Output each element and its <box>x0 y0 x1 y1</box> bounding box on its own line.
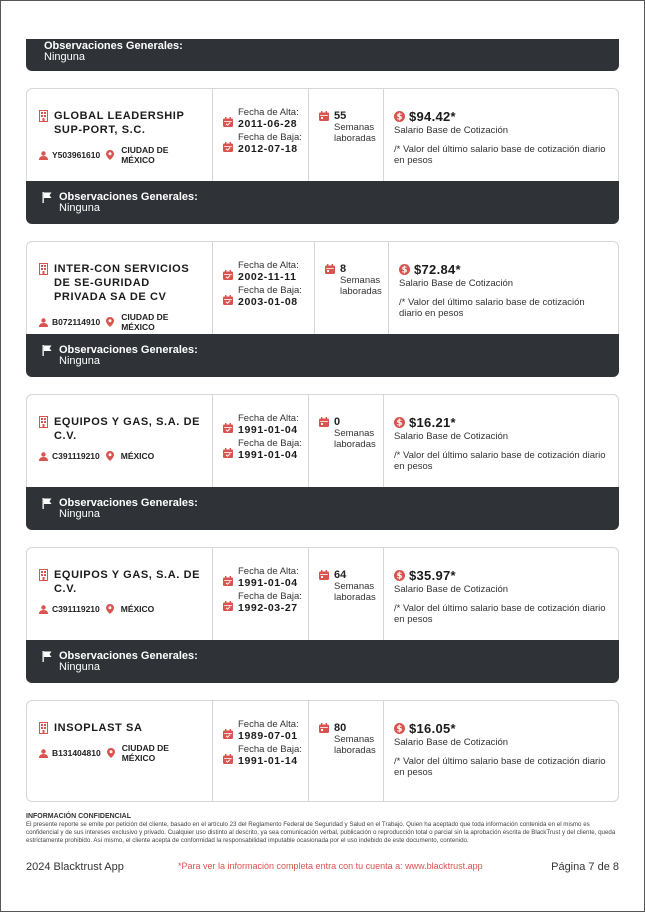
building-icon <box>39 722 48 734</box>
end-date-label: Fecha de Baja: <box>238 132 302 143</box>
start-date-value: 2002-11-11 <box>238 271 297 283</box>
end-date-label: Fecha de Baja: <box>238 438 302 449</box>
end-date-row <box>223 285 314 308</box>
start-date-label: Fecha de Alta: <box>238 719 299 730</box>
weeks-column <box>309 395 384 487</box>
salary-label: Salario Base de Cotización <box>394 125 509 136</box>
salary-column <box>389 242 618 334</box>
employment-record <box>26 547 619 683</box>
worked-label: laboradas <box>334 133 376 144</box>
user-icon <box>39 151 48 160</box>
company-name: INTER-CON SERVICIOS DE SE-GURIDAD PRIVADA SA DE CV <box>54 263 190 303</box>
calendar-check-icon <box>223 754 233 764</box>
location-pin-icon <box>106 150 114 160</box>
salary-label: Salario Base de Cotización <box>394 431 509 442</box>
location-wrapper <box>106 312 202 332</box>
location-pin-icon <box>107 748 115 758</box>
weeks-count: 64 <box>334 569 347 581</box>
company-heading <box>39 568 202 596</box>
dollar-icon <box>394 417 405 428</box>
location-wrapper <box>107 743 202 763</box>
dates-column <box>213 242 315 334</box>
weeks-label: Semanas <box>340 275 381 286</box>
svg-text:$: $ <box>396 724 403 734</box>
salary-note: /* Valor del último salario base de cotización diario en pesos <box>394 144 606 166</box>
weeks-count: 0 <box>334 416 341 428</box>
building-icon <box>39 416 48 428</box>
worked-label: laboradas <box>334 439 376 450</box>
weeks-block <box>319 110 383 144</box>
observations-band <box>26 640 619 683</box>
salary-amount: $35.97* <box>409 568 456 583</box>
building-icon <box>39 263 48 275</box>
dollar-icon <box>399 264 410 275</box>
salary-note: /* Valor del último salario base de cotización diario en pesos <box>394 450 606 472</box>
flag-icon <box>42 345 52 377</box>
end-date-value: 2012-07-18 <box>238 143 298 155</box>
company-meta <box>39 451 202 461</box>
start-date-row <box>223 719 308 742</box>
employer-registry: Y503961610 <box>52 150 101 160</box>
location: CIUDAD DE MÉXICO <box>121 743 169 763</box>
employer-registry: C391119210 <box>52 451 100 461</box>
observations-title: Observaciones Generales: <box>59 344 198 356</box>
observations-band <box>26 334 619 377</box>
building-icon <box>39 569 48 581</box>
weeks-block <box>319 722 383 756</box>
employer-registry: C391119210 <box>52 604 100 614</box>
worked-label: laboradas <box>340 286 382 297</box>
location: CIUDAD DE MÉXICO <box>121 312 169 332</box>
end-date-row <box>223 438 308 461</box>
company-column <box>27 89 213 181</box>
location: CIUDAD DE MÉXICO <box>121 145 169 165</box>
start-date-row <box>223 413 308 436</box>
location-pin-icon <box>106 451 114 461</box>
weeks-label: Semanas <box>334 122 375 133</box>
calendar-check-icon <box>223 423 233 433</box>
company-column <box>27 395 213 487</box>
observations-band <box>26 487 619 530</box>
end-date-value: 1991-01-04 <box>238 449 298 461</box>
start-date-label: Fecha de Alta: <box>238 260 299 271</box>
record-card <box>26 700 619 802</box>
company-heading <box>39 721 202 735</box>
company-meta <box>39 743 202 763</box>
weeks-label: Semanas <box>334 581 375 592</box>
calendar-check-icon <box>223 448 233 458</box>
end-date-value: 1991-01-14 <box>238 755 298 767</box>
company-meta <box>39 312 202 332</box>
company-heading <box>39 415 202 443</box>
salary-column <box>384 701 618 801</box>
observations-value: Ninguna <box>44 51 85 63</box>
end-date-row <box>223 132 308 155</box>
observations-value: Ninguna <box>59 202 100 214</box>
user-icon <box>39 749 48 758</box>
salary-heading <box>394 721 610 736</box>
calendar-check-icon <box>223 295 233 305</box>
weeks-count: 55 <box>334 110 347 122</box>
company-column <box>27 701 213 801</box>
employment-record <box>26 88 619 224</box>
end-date-label: Fecha de Baja: <box>238 591 302 602</box>
end-date-value: 2003-01-08 <box>238 296 298 308</box>
footer-page-number: Página 7 de 8 <box>551 861 619 873</box>
start-date-value: 1991-01-04 <box>238 424 298 436</box>
end-date-label: Fecha de Baja: <box>238 285 302 296</box>
salary-note: /* Valor del último salario base de cotización diario en pesos <box>394 603 606 625</box>
employment-record <box>26 700 619 802</box>
weeks-label: Semanas <box>334 428 375 439</box>
salary-heading <box>394 568 610 583</box>
flag-icon <box>42 192 52 224</box>
flag-icon <box>42 651 52 683</box>
calendar-check-icon <box>223 729 233 739</box>
user-icon <box>39 452 48 461</box>
record-card <box>26 394 619 487</box>
dates-column <box>213 701 309 801</box>
salary-note: /* Valor del último salario base de cotización diario en pesos <box>399 297 585 319</box>
salary-heading <box>399 262 610 277</box>
company-column <box>27 242 213 334</box>
company-name: GLOBAL LEADERSHIP SUP-PORT, S.C. <box>54 110 185 136</box>
start-date-row <box>223 566 308 589</box>
salary-note: /* Valor del último salario base de cotización diario en pesos <box>394 756 606 778</box>
company-meta <box>39 604 202 614</box>
start-date-value: 1989-07-01 <box>238 730 298 742</box>
start-date-label: Fecha de Alta: <box>238 413 299 424</box>
footer-app-name: 2024 Blacktrust App <box>26 861 124 873</box>
salary-amount: $16.21* <box>409 415 456 430</box>
observations-band <box>26 39 619 71</box>
record-card <box>26 241 619 334</box>
svg-text:$: $ <box>396 112 403 122</box>
weeks-block <box>319 569 383 603</box>
location-wrapper <box>106 145 202 165</box>
calendar-icon <box>319 417 329 427</box>
observations-value: Ninguna <box>59 661 100 673</box>
salary-amount: $72.84* <box>414 262 461 277</box>
salary-label: Salario Base de Cotización <box>394 584 509 595</box>
location-wrapper <box>106 451 155 461</box>
svg-text:$: $ <box>396 571 403 581</box>
salary-column <box>384 548 618 640</box>
observations-title: Observaciones Generales: <box>44 40 183 52</box>
observations-title: Observaciones Generales: <box>59 497 198 509</box>
salary-heading <box>394 109 610 124</box>
weeks-block <box>319 416 383 450</box>
dates-column <box>213 548 309 640</box>
svg-text:$: $ <box>401 265 408 275</box>
calendar-icon <box>319 570 329 580</box>
salary-label: Salario Base de Cotización <box>394 737 509 748</box>
location: MÉXICO <box>120 451 155 461</box>
company-name: EQUIPOS Y GAS, S.A. DE C.V. <box>54 569 201 595</box>
salary-heading <box>394 415 610 430</box>
user-icon <box>39 318 48 327</box>
weeks-column <box>309 89 384 181</box>
user-icon <box>39 605 48 614</box>
end-date-row <box>223 591 308 614</box>
weeks-block <box>325 263 388 297</box>
observations-value: Ninguna <box>59 508 100 520</box>
salary-column <box>384 89 618 181</box>
calendar-check-icon <box>223 142 233 152</box>
start-date-value: 1991-01-04 <box>238 577 298 589</box>
confidential-title: INFORMACIÓN CONFIDENCIAL <box>26 813 131 820</box>
flag-icon <box>42 498 52 530</box>
location: MÉXICO <box>120 604 155 614</box>
observations-band <box>26 181 619 224</box>
company-name: INSOPLAST SA <box>54 722 143 734</box>
salary-label: Salario Base de Cotización <box>399 278 514 289</box>
end-date-label: Fecha de Baja: <box>238 744 302 755</box>
worked-label: laboradas <box>334 745 376 756</box>
calendar-icon <box>325 264 335 274</box>
end-date-row <box>223 744 308 767</box>
weeks-column <box>309 701 384 801</box>
observations-title: Observaciones Generales: <box>59 191 198 203</box>
company-heading <box>39 109 202 137</box>
salary-column <box>384 395 618 487</box>
calendar-check-icon <box>223 601 233 611</box>
observations-title: Observaciones Generales: <box>59 650 198 662</box>
dollar-icon <box>394 723 405 734</box>
start-date-label: Fecha de Alta: <box>238 566 299 577</box>
worked-label: laboradas <box>334 592 376 603</box>
employer-registry: B072114910 <box>52 317 101 327</box>
weeks-label: Semanas <box>334 734 375 745</box>
employment-record <box>26 394 619 530</box>
location-wrapper <box>106 604 155 614</box>
footer-cta-link[interactable]: *Para ver la información completa entra con tu cuenta a: www.blacktrust.app <box>178 861 483 871</box>
employment-record <box>26 241 619 377</box>
record-card <box>26 88 619 181</box>
company-name: EQUIPOS Y GAS, S.A. DE C.V. <box>54 416 201 442</box>
weeks-count: 8 <box>340 263 347 275</box>
dates-column <box>213 395 309 487</box>
start-date-value: 2011-06-28 <box>238 118 298 130</box>
building-icon <box>39 110 48 122</box>
weeks-count: 80 <box>334 722 347 734</box>
company-column <box>27 548 213 640</box>
company-heading <box>39 262 202 304</box>
salary-amount: $16.05* <box>409 721 456 736</box>
calendar-icon <box>319 111 329 121</box>
employer-registry: B131404810 <box>52 748 101 758</box>
dollar-icon <box>394 111 405 122</box>
svg-text:$: $ <box>396 418 403 428</box>
calendar-icon <box>319 723 329 733</box>
confidential-text: El presente reporte se emite por petición del cliente, basado en el artículo 23 del Reglamento Federal de Seguridad y Salud en el Trabajo. Quien ha aceptado que toda información contenida en el mismo es confidencial y de sus intereses exclusivo y privado. Cualquier uso distinto al descrito, ya sea comunicación verbal, publicación o reproducción total o parcial sin la aprobación escrita de BlackTrust y del cliente, queda estrictamente prohibido. Así mismo, el cliente acepta de conformidad la responsabilidad imputable ocasionada por el uso indebido de este documento, contenido. <box>26 821 616 844</box>
dollar-icon <box>394 570 405 581</box>
calendar-check-icon <box>223 117 233 127</box>
location-pin-icon <box>106 317 114 327</box>
dates-column <box>213 89 309 181</box>
start-date-row <box>223 107 308 130</box>
start-date-label: Fecha de Alta: <box>238 107 299 118</box>
start-date-row <box>223 260 314 283</box>
observations-value: Ninguna <box>59 355 100 367</box>
location-pin-icon <box>106 604 114 614</box>
salary-amount: $94.42* <box>409 109 456 124</box>
weeks-column <box>309 548 384 640</box>
company-meta <box>39 145 202 165</box>
weeks-column <box>315 242 389 334</box>
calendar-check-icon <box>223 576 233 586</box>
record-card <box>26 547 619 640</box>
end-date-value: 1992-03-27 <box>238 602 298 614</box>
calendar-check-icon <box>223 270 233 280</box>
